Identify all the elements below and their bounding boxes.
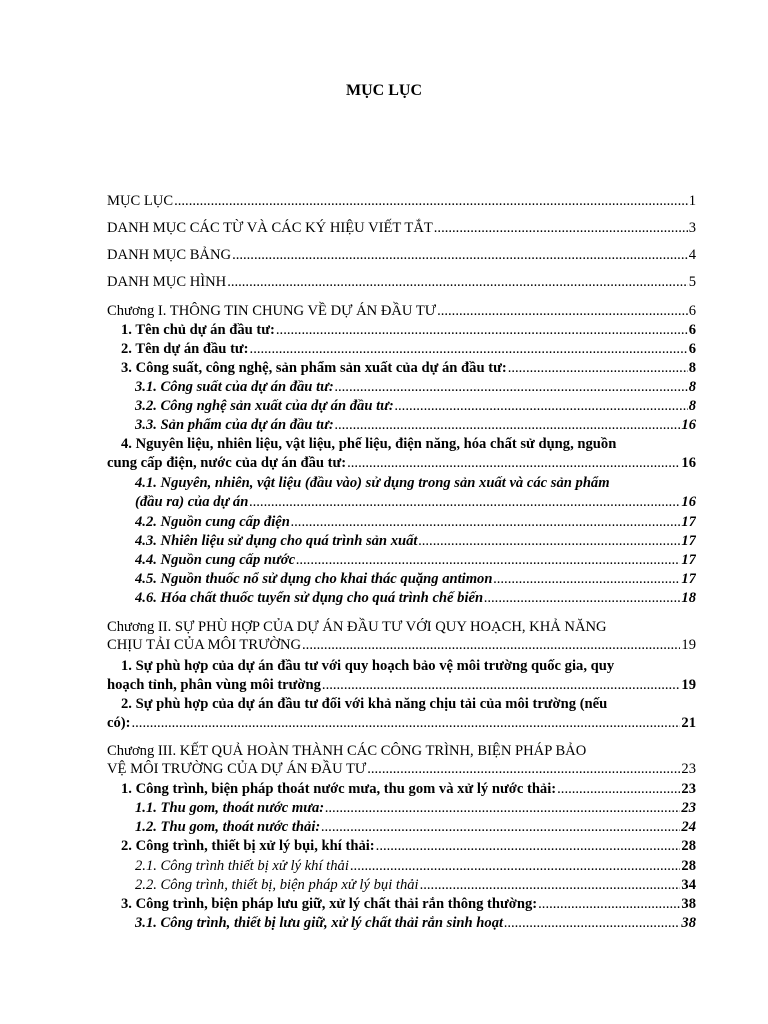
- toc-leader-dots: [249, 492, 680, 512]
- toc-entry-text: 1.2. Thu gom, thoát nước thải:: [135, 819, 321, 835]
- toc-entry-text-line1: 1. Sự phù hợp của dự án đầu tư với quy hoạch bảo vệ môi trường quốc gia, quy: [121, 658, 615, 674]
- toc-entry-text-line1: Chương II. SỰ PHÙ HỢP CỦA DỰ ÁN ĐẦU TƯ VỚI QUY HOẠCH, KHẢ NĂNG: [107, 619, 607, 635]
- toc-entry-page: 28: [681, 858, 696, 874]
- toc-entry-text: 3.2. Công nghệ sản xuất của dự án đầu tư:: [135, 398, 394, 414]
- toc-entry-page: 16: [681, 455, 696, 471]
- toc-leader-dots: [350, 856, 681, 876]
- toc-entry-page: 23: [681, 761, 696, 777]
- toc-entry-text: 3. Công trình, biện pháp lưu giữ, xử lý chất thải rắn thông thường:: [121, 896, 538, 912]
- toc-entry[interactable]: [0, 377, 768, 397]
- toc-entry-page: 5: [688, 274, 696, 290]
- toc-entry-text: 1. Tên chủ dự án đầu tư:: [121, 322, 275, 338]
- toc-leader-dots: [335, 377, 688, 397]
- toc-entry[interactable]: [0, 512, 768, 532]
- toc-entry-text-line1: 4. Nguyên liệu, nhiên liệu, vật liệu, phế liệu, điện năng, hóa chất sử dụng, nguồn: [121, 436, 617, 452]
- toc-entry-text: 2. Công trình, thiết bị xử lý bụi, khí thải:: [121, 838, 375, 854]
- toc-leader-dots: [557, 779, 680, 799]
- toc-entry-text: 3.1. Công trình, thiết bị lưu giữ, xử lý chất thải rắn sinh hoạt: [135, 915, 504, 931]
- toc-entry-text: 2. Tên dự án đầu tư:: [121, 341, 249, 357]
- toc-leader-dots: [132, 713, 681, 733]
- toc-entry[interactable]: [0, 531, 768, 551]
- toc-entry[interactable]: [0, 894, 768, 914]
- toc-entry-text-line2: có):: [107, 715, 131, 731]
- toc-entry-text-line1: 4.1. Nguyên, nhiên, vật liệu (đầu vào) sử dụng trong sản xuất và các sản phẩm: [135, 475, 610, 491]
- toc-entry[interactable]: [0, 588, 768, 608]
- toc-entry-page: 1: [688, 193, 696, 209]
- toc-entry-chapter[interactable]: [0, 741, 768, 781]
- toc-entry-text: 3. Công suất, công nghệ, sản phẩm sản xuất của dự án đầu tư:: [121, 360, 507, 376]
- toc-entry[interactable]: [0, 798, 768, 818]
- toc-entry-page: 17: [681, 552, 696, 568]
- toc-entry-page: 23: [681, 781, 696, 797]
- toc-leader-dots: [322, 675, 680, 695]
- toc-entry[interactable]: [0, 779, 768, 799]
- toc-entry-page: 18: [681, 590, 696, 606]
- toc-leader-dots: [493, 569, 680, 589]
- toc-entry[interactable]: [0, 320, 768, 340]
- toc-entry-page: 34: [681, 877, 696, 893]
- toc-entry[interactable]: [0, 817, 768, 837]
- toc-entry-page: 17: [681, 533, 696, 549]
- toc-leader-dots: [538, 894, 680, 914]
- toc-entry-text-line2: CHỊU TẢI CỦA MÔI TRƯỜNG: [107, 637, 302, 653]
- toc-leader-dots: [291, 512, 681, 532]
- toc-entry[interactable]: [0, 339, 768, 359]
- toc-entry[interactable]: [0, 272, 768, 292]
- toc-leader-dots: [302, 635, 680, 655]
- toc-entry-chapter[interactable]: [0, 617, 768, 657]
- toc-entry-page: 8: [688, 360, 696, 376]
- toc-entry-text-line2: cung cấp điện, nước của dự án đầu tư:: [107, 455, 347, 471]
- toc-entry-page: 6: [688, 322, 696, 338]
- toc-entry-text: 2.2. Công trình, thiết bị, biện pháp xử lý bụi thải: [135, 877, 419, 893]
- toc-leader-dots: [508, 358, 688, 378]
- toc-entry[interactable]: [0, 434, 768, 474]
- toc-entry-text: Chương I. THÔNG TIN CHUNG VỀ DỰ ÁN ĐẦU TƯ: [107, 303, 437, 319]
- toc-entry-page: 24: [681, 819, 696, 835]
- toc-leader-dots: [250, 339, 688, 359]
- toc-leader-dots: [437, 301, 688, 321]
- toc-entry[interactable]: [0, 856, 768, 876]
- toc-entry[interactable]: [0, 218, 768, 238]
- toc-entry-text: 4.5. Nguồn thuốc nổ sử dụng cho khai thác quặng antimon: [135, 571, 493, 587]
- toc-entry[interactable]: [0, 836, 768, 856]
- toc-entry-page: 8: [688, 398, 696, 414]
- toc-leader-dots: [418, 531, 680, 551]
- toc-entry-text: 3.1. Công suất của dự án đầu tư:: [135, 379, 334, 395]
- toc-entry-page: 38: [681, 896, 696, 912]
- toc-leader-dots: [174, 191, 688, 211]
- toc-entry-page: 19: [681, 677, 696, 693]
- toc-entry[interactable]: [0, 569, 768, 589]
- toc-entry-page: 17: [681, 571, 696, 587]
- toc-entry[interactable]: [0, 191, 768, 211]
- toc-entry-page: 21: [681, 715, 696, 731]
- toc-entry-text: 4.6. Hóa chất thuốc tuyển sử dụng cho quá trình chế biến: [135, 590, 484, 606]
- toc-leader-dots: [232, 245, 688, 265]
- toc-leader-dots: [276, 320, 688, 340]
- toc-entry[interactable]: [0, 473, 768, 513]
- toc-entry[interactable]: [0, 875, 768, 895]
- toc-entry-page: 28: [681, 838, 696, 854]
- toc-leader-dots: [376, 836, 681, 856]
- toc-entry-text-line1: 2. Sự phù hợp của dự án đầu tư đối với khả năng chịu tải của môi trường (nếu: [121, 696, 608, 712]
- toc-entry-text: DANH MỤC HÌNH: [107, 274, 227, 290]
- toc-leader-dots: [296, 550, 680, 570]
- toc-entry[interactable]: [0, 913, 768, 933]
- toc-entry-text: 1.1. Thu gom, thoát nước mưa:: [135, 800, 325, 816]
- toc-entry[interactable]: [0, 656, 768, 696]
- toc-entry-text-line2: VỆ MÔI TRƯỜNG CỦA DỰ ÁN ĐẦU TƯ: [107, 761, 367, 777]
- toc-entry-text: 3.3. Sản phẩm của dự án đầu tư:: [135, 417, 334, 433]
- toc-entry-page: 23: [681, 800, 696, 816]
- toc-leader-dots: [335, 415, 681, 435]
- toc-leader-dots: [325, 798, 680, 818]
- toc-entry-text: DANH MỤC CÁC TỪ VÀ CÁC KÝ HIỆU VIẾT TẮT: [107, 220, 433, 236]
- toc-leader-dots: [367, 759, 680, 779]
- toc-leader-dots: [504, 913, 680, 933]
- toc-entry-text: 4.3. Nhiên liệu sử dụng cho quá trình sản xuất: [135, 533, 418, 549]
- toc-entry-page: 6: [688, 341, 696, 357]
- toc-entry-text: MỤC LỤC: [107, 193, 174, 209]
- toc-entry[interactable]: [0, 358, 768, 378]
- toc-leader-dots: [484, 588, 680, 608]
- toc-entry-page: 17: [681, 514, 696, 530]
- toc-entry-page: 8: [688, 379, 696, 395]
- toc-entry-text: 1. Công trình, biện pháp thoát nước mưa, thu gom và xử lý nước thải:: [121, 781, 557, 797]
- toc-entry[interactable]: [0, 694, 768, 734]
- toc-entry-page: 38: [681, 915, 696, 931]
- toc-entry-text: 4.4. Nguồn cung cấp nước: [135, 552, 296, 568]
- toc-leader-dots: [347, 453, 680, 473]
- toc-entry[interactable]: [0, 550, 768, 570]
- toc-entry[interactable]: [0, 415, 768, 435]
- toc-entry-text: DANH MỤC BẢNG: [107, 247, 232, 263]
- toc-entry-page: 6: [688, 303, 696, 319]
- toc-entry-page: 19: [681, 637, 696, 653]
- toc-entry-text-line2: hoạch tỉnh, phân vùng môi trường: [107, 677, 321, 693]
- toc-leader-dots: [420, 875, 681, 895]
- toc-entry[interactable]: [0, 245, 768, 265]
- toc-entry-page: 16: [681, 494, 696, 510]
- toc-entry-text: 2.1. Công trình thiết bị xử lý khí thải: [135, 858, 349, 874]
- toc-entry-text-line2: (đầu ra) của dự án: [135, 494, 249, 510]
- toc-leader-dots: [434, 218, 688, 238]
- toc-entry-page: 3: [688, 220, 696, 236]
- toc-entry-text-line1: Chương III. KẾT QUẢ HOÀN THÀNH CÁC CÔNG TRÌNH, BIỆN PHÁP BẢO: [107, 743, 587, 759]
- toc-entry-text: 4.2. Nguồn cung cấp điện: [135, 514, 290, 530]
- toc-leader-dots: [395, 396, 688, 416]
- toc-entry-page: 16: [681, 417, 696, 433]
- toc-leader-dots: [227, 272, 688, 292]
- toc-entry-page: 4: [688, 247, 696, 263]
- toc-leader-dots: [321, 817, 680, 837]
- toc-entry-chapter[interactable]: [0, 301, 768, 321]
- toc-entry[interactable]: [0, 396, 768, 416]
- page-title: MỤC LỤC: [346, 82, 422, 99]
